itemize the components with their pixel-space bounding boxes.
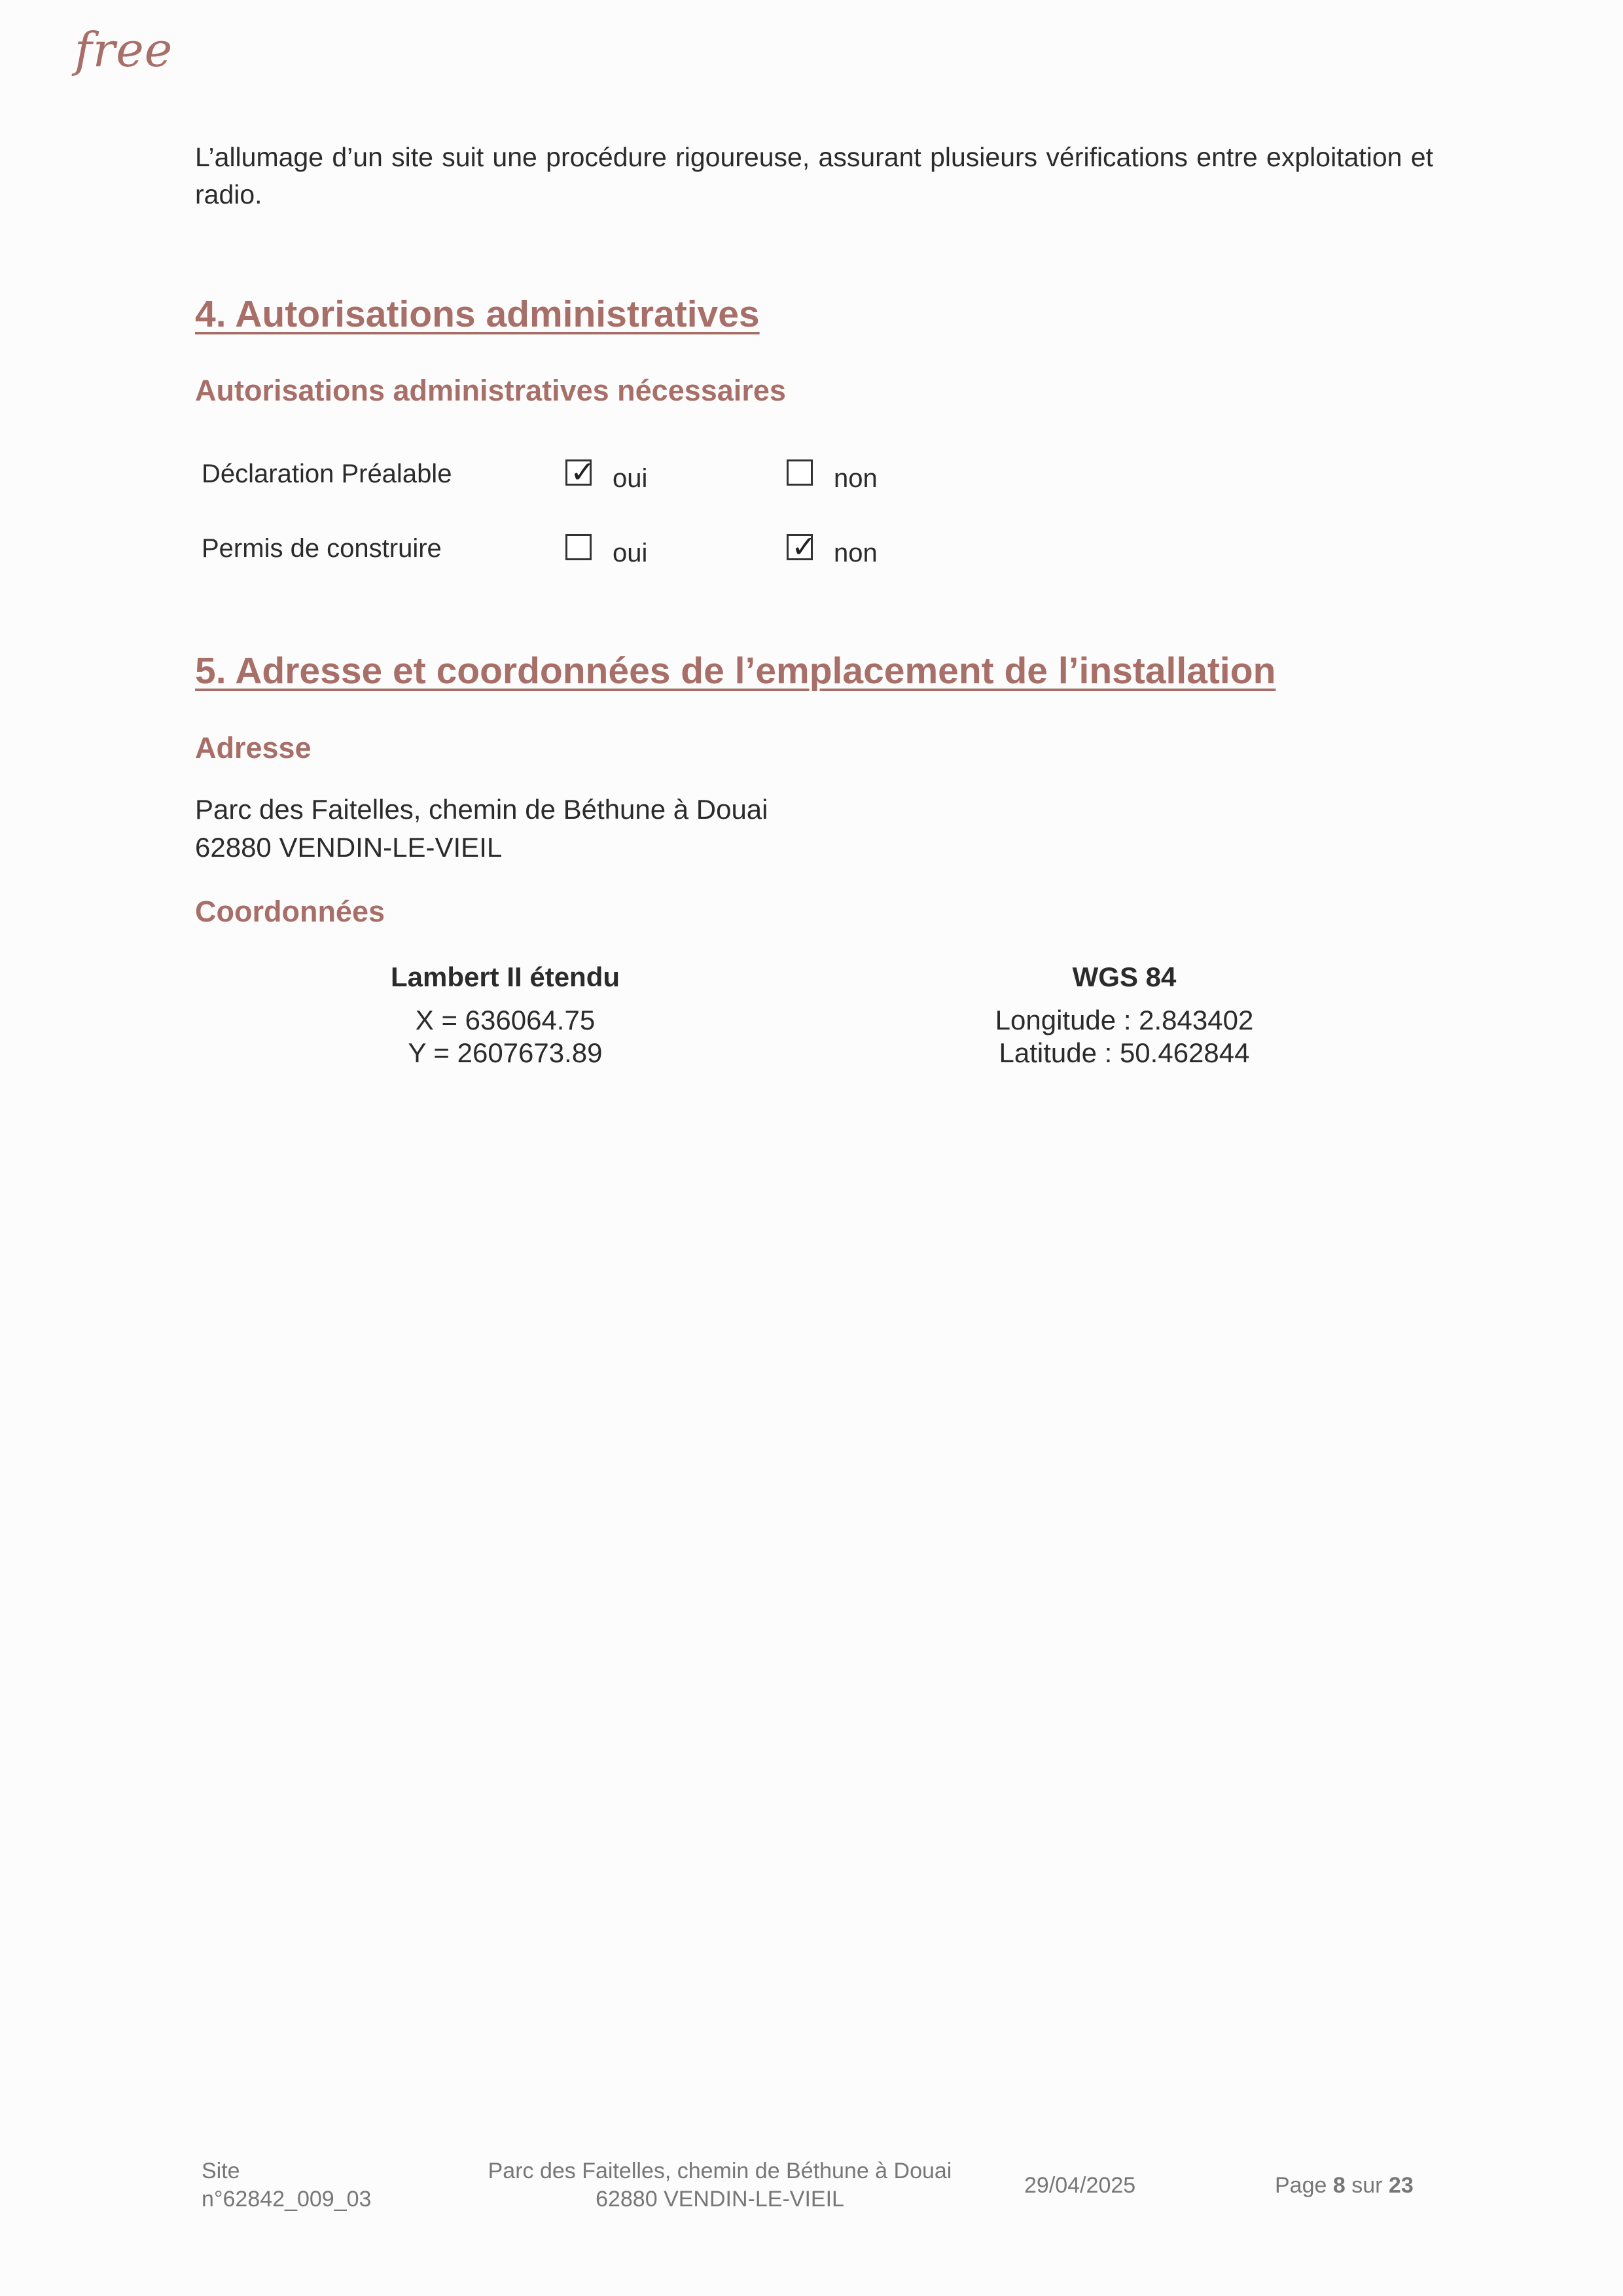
wgs84-heading: WGS 84 bbox=[1072, 961, 1177, 992]
lambert-heading: Lambert II étendu bbox=[390, 961, 620, 992]
footer-page-number bbox=[1275, 2172, 1414, 2200]
footer-date: 29/04/2025 bbox=[1024, 2173, 1136, 2198]
intro-paragraph: L’allumage d’un site suit une procédure rigoureuse, assurant plusieurs vérifications entre exploitation et radio. bbox=[195, 142, 1433, 209]
page-prefix: Page bbox=[1275, 2173, 1327, 2198]
page-total: 23 bbox=[1388, 2173, 1414, 2198]
option-label: oui bbox=[613, 464, 648, 493]
option-label: oui bbox=[613, 539, 648, 567]
footer-address-line-1: Parc des Faitelles, chemin de Béthune à Douai bbox=[488, 2159, 952, 2183]
page-current: 8 bbox=[1332, 2173, 1346, 2198]
option-label: non bbox=[834, 539, 878, 567]
checkbox[interactable] bbox=[787, 529, 817, 564]
wgs84-longitude: Longitude : 2.843402 bbox=[995, 1005, 1254, 1035]
checkmark-icon: ✓ bbox=[791, 529, 817, 564]
option-label: non bbox=[834, 464, 878, 493]
address-line-1: Parc des Faitelles, chemin de Béthune à Douai bbox=[195, 794, 768, 825]
footer-site bbox=[202, 2157, 371, 2214]
intro-block bbox=[195, 139, 1433, 213]
wgs84-latitude: Latitude : 50.462844 bbox=[999, 1037, 1250, 1068]
coordinates-heading: Coordonnées bbox=[195, 895, 385, 928]
section-4-subtitle: Autorisations administratives nécessaires bbox=[195, 374, 786, 407]
address-heading: Adresse bbox=[195, 731, 312, 764]
footer-site-line-2: n°62842_009_03 bbox=[202, 2187, 372, 2212]
footer-address bbox=[458, 2157, 982, 2214]
checkmark-icon: ✓ bbox=[570, 455, 596, 489]
address-block bbox=[195, 791, 768, 867]
checkbox[interactable] bbox=[565, 455, 596, 489]
wgs84-coordinates bbox=[895, 961, 1353, 1069]
lambert-y: Y = 2607673.89 bbox=[408, 1037, 603, 1068]
address-line-2: 62880 VENDIN-LE-VIEIL bbox=[195, 832, 503, 863]
free-logo: free bbox=[75, 22, 173, 77]
checkbox[interactable] bbox=[787, 459, 813, 486]
checkbox[interactable] bbox=[565, 534, 592, 560]
footer-address-line-2: 62880 VENDIN-LE-VIEIL bbox=[596, 2187, 844, 2212]
authorization-label: Déclaration Préalable bbox=[202, 459, 452, 488]
lambert-x: X = 636064.75 bbox=[415, 1005, 596, 1035]
lambert-coordinates bbox=[276, 961, 734, 1069]
footer-site-line-1: Site bbox=[202, 2159, 240, 2183]
authorization-label: Permis de construire bbox=[202, 534, 442, 563]
section-4-title: 4. Autorisations administratives bbox=[195, 293, 760, 335]
page-separator: sur bbox=[1351, 2173, 1383, 2198]
section-5-title: 5. Adresse et coordonnées de l’emplacement de l’installation bbox=[195, 650, 1276, 692]
